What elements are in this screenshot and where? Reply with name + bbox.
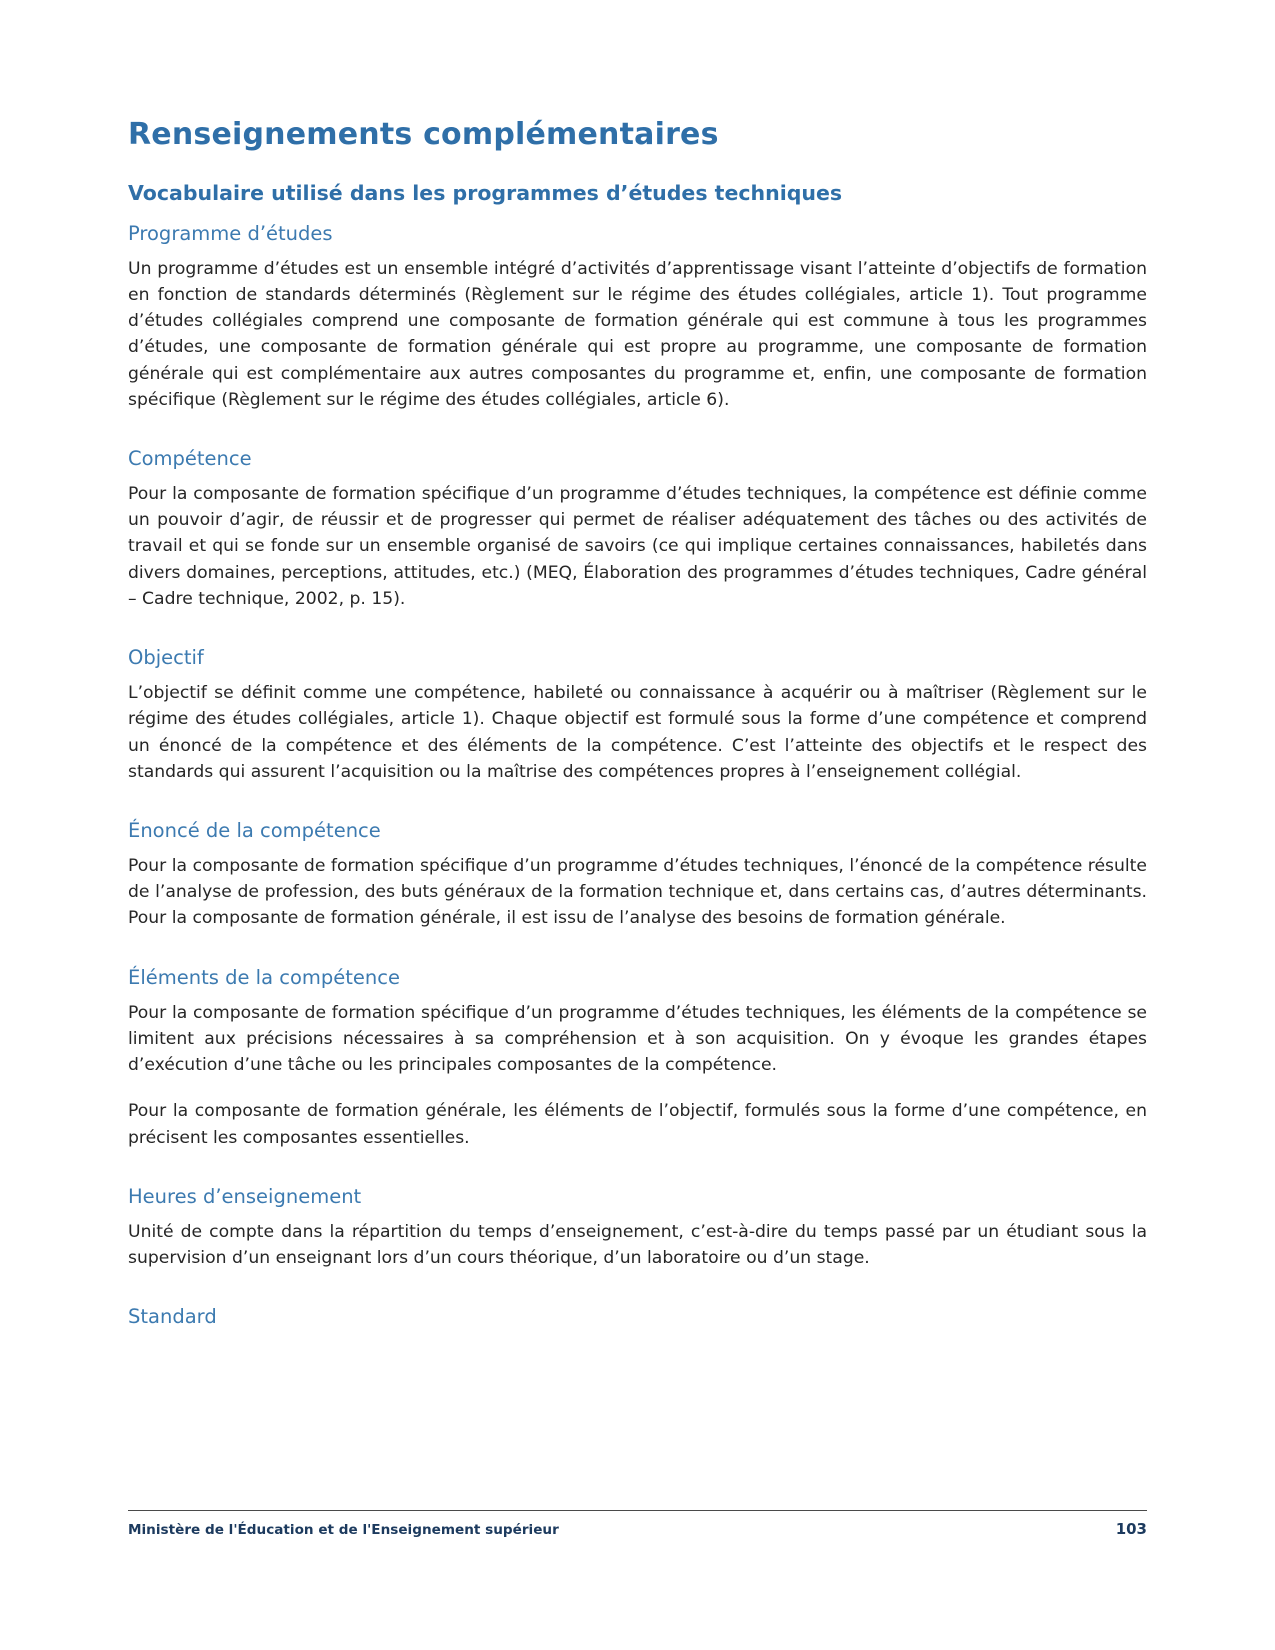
term-heading-programme-detudes: Programme d’études	[128, 221, 333, 245]
term-paragraph: L’objectif se définit comme une compétence, habileté ou connaissance à acquérir ou à maîtriser (Règlement sur le régime des études collégiales, article 1). Chaque objectif est formulé sous la forme d’une compétence et comprend un énoncé de la compétence et des éléments de la compétence. C’est l’atteinte des objectifs et le respect des standards qui assurent l’acquisition ou la maîtrise des compétences propres à l’enseignement collégial.	[128, 683, 1147, 782]
term-heading-heures-denseignement: Heures d’enseignement	[128, 1184, 362, 1208]
term-heading-enonce-de-la-competence: Énoncé de la compétence	[128, 818, 381, 842]
term-paragraph: Pour la composante de formation spécifique d’un programme d’études techniques, l’énoncé de la compétence résulte de l’analyse de profession, des buts généraux de la formation technique et, dans certains cas, d’autres déterminants. Pour la composante de formation générale, il est issu de l’analyse des besoins de formation générale.	[128, 856, 1147, 929]
term-paragraph: Unité de compte dans la répartition du temps d’enseignement, c’est-à-dire du temps passé par un étudiant sous la supervision d’un enseignant lors d’un cours théorique, d’un laboratoire ou d’un stage.	[128, 1222, 1147, 1269]
term-paragraph: Pour la composante de formation spécifique d’un programme d’études techniques, les éléments de la compétence se limitent aux précisions nécessaires à sa compréhension et à son acquisition. On y évoque les grandes étapes d’exécution d’une tâche ou les principales composantes de la compétence.	[128, 1003, 1147, 1076]
page-title: Renseignements complémentaires	[128, 117, 719, 152]
footer-page-number: 103	[1115, 1520, 1147, 1538]
term-heading-elements-de-la-competence: Éléments de la compétence	[128, 965, 400, 989]
term-paragraph: Un programme d’études est un ensemble intégré d’activités d’apprentissage visant l’atteinte d’objectifs de formation en fonction de standards déterminés (Règlement sur le régime des études collégiales, article 1). Tout programme d’études collégiales comprend une composante de formation générale qui est commune à tous les programmes d’études, une composante de formation générale qui est propre au programme, une composante de formation générale qui est complémentaire aux autres composantes du programme et, enfin, une composante de formation spécifique (Règlement sur le régime des études collégiales, article 6).	[128, 258, 1147, 410]
term-paragraph: Pour la composante de formation spécifique d’un programme d’études techniques, la compétence est définie comme un pouvoir d’agir, de réussir et de progresser qui permet de réaliser adéquatement des tâches ou des activités de travail et qui se fonde sur un ensemble organisé de savoirs (ce qui implique certaines connaissances, habiletés dans divers domaines, perceptions, attitudes, etc.) (MEQ, Élaboration des programmes d’études techniques, Cadre général – Cadre technique, 2002, p. 15).	[128, 484, 1147, 609]
term-heading-competence: Compétence	[128, 446, 252, 470]
term-heading-objectif: Objectif	[128, 645, 204, 669]
term-paragraph: Pour la composante de formation générale, les éléments de l’objectif, formulés sous la forme d’une compétence, en précisent les composantes essentielles.	[128, 1101, 1147, 1148]
section-heading: Vocabulaire utilisé dans les programmes d’études techniques	[128, 181, 843, 205]
footer-organization: Ministère de l'Éducation et de l'Enseignement supérieur	[128, 1522, 559, 1538]
term-heading-standard: Standard	[128, 1305, 217, 1329]
page-footer	[128, 1510, 1147, 1538]
